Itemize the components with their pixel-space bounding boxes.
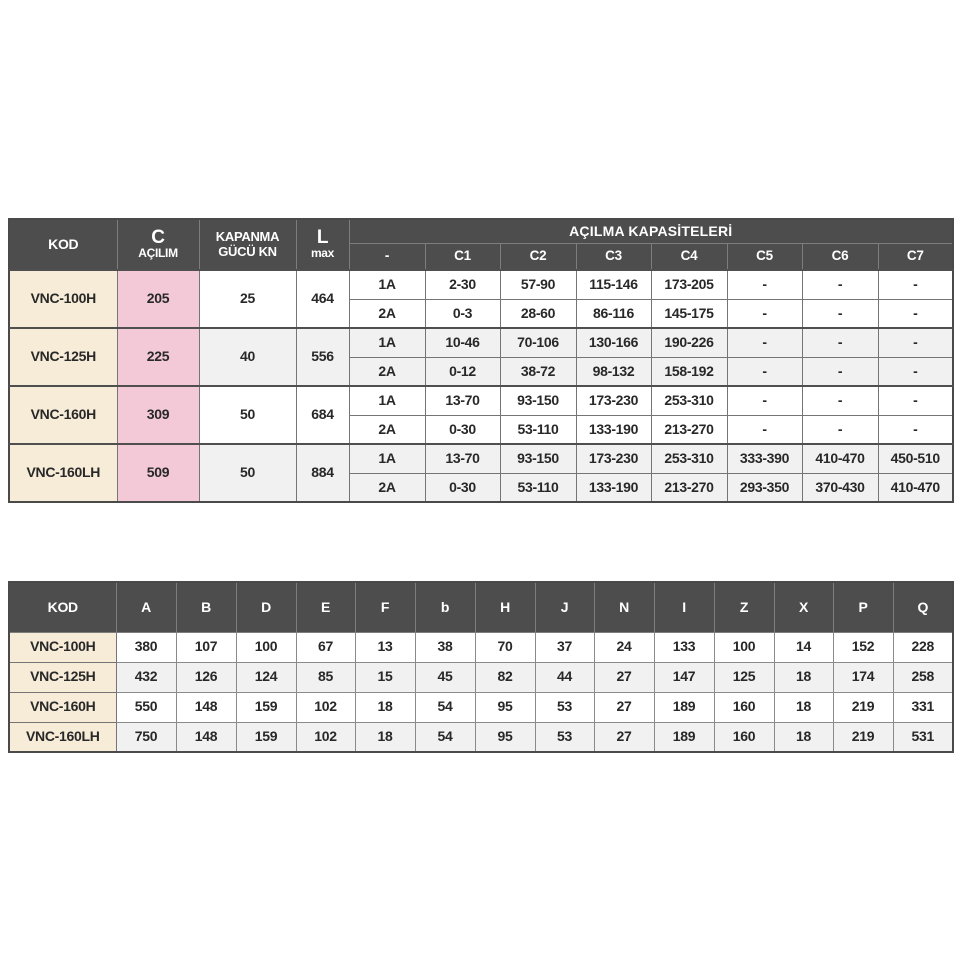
dimension-value-cell: 160	[714, 722, 774, 752]
capacity-value-cell: 53-110	[500, 415, 576, 444]
model-code-cell: VNC-100H	[9, 270, 117, 328]
capacity-value-cell: 0-30	[425, 473, 500, 502]
closing-force-value-cell: 50	[199, 386, 296, 444]
dimension-value-cell: 125	[714, 662, 774, 692]
capacity-row-vnc-160h-1a	[9, 386, 953, 415]
capacity-value-cell: 410-470	[802, 444, 878, 473]
capacity-value-cell: -	[727, 270, 802, 299]
dimension-value-cell: 380	[116, 632, 176, 662]
dimension-value-cell: 531	[893, 722, 953, 752]
dimension-value-cell: 189	[654, 722, 714, 752]
capacity-value-cell: -	[878, 415, 953, 444]
capacity-value-cell: -	[802, 328, 878, 357]
dimension-column-header-p: P	[833, 582, 893, 632]
dimension-value-cell: 70	[475, 632, 535, 662]
dimension-column-header-j: J	[535, 582, 594, 632]
model-code-cell: VNC-100H	[9, 632, 116, 662]
capacity-row-vnc-125h-1a	[9, 328, 953, 357]
dimension-value-cell: 258	[893, 662, 953, 692]
dimension-value-cell: 126	[176, 662, 236, 692]
row-type-cell: 1A	[349, 444, 425, 473]
capacity-value-cell: -	[727, 357, 802, 386]
capacity-value-cell: 173-230	[576, 444, 651, 473]
capacity-column-header-c6: C6	[802, 244, 878, 271]
l-max-value-cell: 684	[296, 386, 349, 444]
dimension-value-cell: 148	[176, 722, 236, 752]
capacity-value-cell: -	[878, 357, 953, 386]
capacity-value-cell: 0-3	[425, 299, 500, 328]
capacity-value-cell: 38-72	[500, 357, 576, 386]
capacity-value-cell: 57-90	[500, 270, 576, 299]
capacity-value-cell: 173-230	[576, 386, 651, 415]
dimension-value-cell: 24	[594, 632, 654, 662]
dimension-value-cell: 148	[176, 692, 236, 722]
capacity-value-cell: 213-270	[651, 473, 727, 502]
kod-column-header: KOD	[9, 582, 116, 632]
dimension-value-cell: 189	[654, 692, 714, 722]
dimension-value-cell: 102	[296, 692, 355, 722]
dimension-value-cell: 38	[415, 632, 475, 662]
dimension-value-cell: 102	[296, 722, 355, 752]
capacity-column-header-c1: C1	[425, 244, 500, 271]
capacity-row-vnc-100h-1a	[9, 270, 953, 299]
capacity-value-cell: 2-30	[425, 270, 500, 299]
row-type-cell: 1A	[349, 328, 425, 357]
capacity-value-cell: 115-146	[576, 270, 651, 299]
capacity-value-cell: 93-150	[500, 386, 576, 415]
capacity-value-cell: 13-70	[425, 444, 500, 473]
dimension-value-cell: 18	[355, 692, 415, 722]
row-type-cell: 2A	[349, 357, 425, 386]
capacity-value-cell: -	[878, 328, 953, 357]
capacity-value-cell: 145-175	[651, 299, 727, 328]
dimension-column-header-z: Z	[714, 582, 774, 632]
c-acilim-header-line2: AÇILIM	[138, 246, 178, 261]
kapanma-gucu-column-header	[199, 219, 296, 270]
capacity-column-header-c3: C3	[576, 244, 651, 271]
model-code-cell: VNC-160LH	[9, 444, 117, 502]
dimension-value-cell: 18	[355, 722, 415, 752]
capacity-value-cell: 70-106	[500, 328, 576, 357]
capacity-column-header-c5: C5	[727, 244, 802, 271]
capacity-value-cell: -	[802, 299, 878, 328]
closing-force-value-cell: 40	[199, 328, 296, 386]
model-code-cell: VNC-125H	[9, 662, 116, 692]
dimension-value-cell: 152	[833, 632, 893, 662]
capacity-value-cell: 333-390	[727, 444, 802, 473]
dimension-column-header-e: E	[296, 582, 355, 632]
kapanma-header-line2: GÜCÜ KN	[218, 243, 277, 259]
dimension-value-cell: 124	[236, 662, 296, 692]
dimension-value-cell: 44	[535, 662, 594, 692]
capacity-value-cell: 213-270	[651, 415, 727, 444]
dimension-value-cell: 107	[176, 632, 236, 662]
model-code-cell: VNC-160H	[9, 692, 116, 722]
dimension-value-cell: 15	[355, 662, 415, 692]
dimension-value-cell: 147	[654, 662, 714, 692]
c-acilim-value-cell: 309	[117, 386, 199, 444]
dimension-column-header-i: I	[654, 582, 714, 632]
dimension-column-header-b: b	[415, 582, 475, 632]
l-max-value-cell: 556	[296, 328, 349, 386]
capacity-value-cell: -	[802, 357, 878, 386]
capacity-value-cell: 0-30	[425, 415, 500, 444]
dimension-column-header-d: D	[236, 582, 296, 632]
closing-force-value-cell: 25	[199, 270, 296, 328]
dimension-value-cell: 160	[714, 692, 774, 722]
kapanma-header-line1: KAPANMA	[215, 228, 280, 244]
dimension-value-cell: 174	[833, 662, 893, 692]
dimension-value-cell: 27	[594, 662, 654, 692]
kod-column-header: KOD	[9, 219, 117, 270]
dimension-value-cell: 53	[535, 692, 594, 722]
row-type-cell: 2A	[349, 415, 425, 444]
capacity-value-cell: -	[878, 386, 953, 415]
capacity-column-header-c7: C7	[878, 244, 953, 271]
dimension-value-cell: 219	[833, 722, 893, 752]
capacity-column-header-c4: C4	[651, 244, 727, 271]
capacity-value-cell: -	[878, 299, 953, 328]
dimension-value-cell: 159	[236, 722, 296, 752]
capacity-value-cell: 253-310	[651, 444, 727, 473]
capacity-value-cell: -	[727, 328, 802, 357]
capacity-value-cell: 173-205	[651, 270, 727, 299]
dimension-row-vnc-160lh	[9, 722, 953, 752]
dimension-value-cell: 54	[415, 722, 475, 752]
capacity-value-cell: 10-46	[425, 328, 500, 357]
capacity-value-cell: 410-470	[878, 473, 953, 502]
dimension-column-header-a: A	[116, 582, 176, 632]
capacity-value-cell: 158-192	[651, 357, 727, 386]
dimension-value-cell: 27	[594, 722, 654, 752]
dimension-column-header-x: X	[774, 582, 833, 632]
row-type-cell: 2A	[349, 473, 425, 502]
closing-force-value-cell: 50	[199, 444, 296, 502]
capacity-value-cell: -	[802, 415, 878, 444]
dimension-value-cell: 432	[116, 662, 176, 692]
l-max-value-cell: 464	[296, 270, 349, 328]
c-acilim-value-cell: 509	[117, 444, 199, 502]
dimension-value-cell: 18	[774, 692, 833, 722]
dimension-value-cell: 13	[355, 632, 415, 662]
dimension-row-vnc-100h	[9, 632, 953, 662]
row-type-column-header: -	[349, 244, 425, 271]
dimension-row-vnc-160h	[9, 692, 953, 722]
capacity-column-header-c2: C2	[500, 244, 576, 271]
capacity-value-cell: 53-110	[500, 473, 576, 502]
row-type-cell: 2A	[349, 299, 425, 328]
dimension-value-cell: 14	[774, 632, 833, 662]
capacity-value-cell: 133-190	[576, 415, 651, 444]
capacity-value-cell: 450-510	[878, 444, 953, 473]
capacity-value-cell: -	[727, 386, 802, 415]
capacity-value-cell: 370-430	[802, 473, 878, 502]
c-acilim-header-line1: C	[151, 227, 165, 249]
dimension-column-header-h: H	[475, 582, 535, 632]
capacity-value-cell: 0-12	[425, 357, 500, 386]
capacity-value-cell: 93-150	[500, 444, 576, 473]
dimension-value-cell: 219	[833, 692, 893, 722]
c-acilim-column-header	[117, 219, 199, 270]
l-max-value-cell: 884	[296, 444, 349, 502]
l-max-column-header	[296, 219, 349, 270]
dimension-value-cell: 331	[893, 692, 953, 722]
dimension-value-cell: 159	[236, 692, 296, 722]
dimension-value-cell: 95	[475, 692, 535, 722]
dimension-value-cell: 67	[296, 632, 355, 662]
model-code-cell: VNC-160H	[9, 386, 117, 444]
dimension-value-cell: 228	[893, 632, 953, 662]
dimension-value-cell: 100	[714, 632, 774, 662]
dimensions-header-row	[9, 582, 953, 632]
dimension-column-header-f: F	[355, 582, 415, 632]
capacity-value-cell: -	[727, 299, 802, 328]
l-max-header-line1: L	[316, 227, 329, 249]
dimension-value-cell: 45	[415, 662, 475, 692]
dimension-value-cell: 27	[594, 692, 654, 722]
capacity-row-vnc-160lh-1a	[9, 444, 953, 473]
dimension-column-header-n: N	[594, 582, 654, 632]
c-acilim-value-cell: 205	[117, 270, 199, 328]
capacity-value-cell: 28-60	[500, 299, 576, 328]
dimension-row-vnc-125h	[9, 662, 953, 692]
capacity-value-cell: 13-70	[425, 386, 500, 415]
capacity-value-cell: 133-190	[576, 473, 651, 502]
capacity-value-cell: 130-166	[576, 328, 651, 357]
dimension-value-cell: 95	[475, 722, 535, 752]
capacity-value-cell: -	[727, 415, 802, 444]
dimension-value-cell: 85	[296, 662, 355, 692]
dimension-value-cell: 54	[415, 692, 475, 722]
capacity-value-cell: 253-310	[651, 386, 727, 415]
capacity-value-cell: 98-132	[576, 357, 651, 386]
capacity-value-cell: -	[878, 270, 953, 299]
dimension-value-cell: 18	[774, 722, 833, 752]
capacity-value-cell: -	[802, 386, 878, 415]
dimensions-table	[8, 581, 954, 753]
capacity-value-cell: -	[802, 270, 878, 299]
c-acilim-value-cell: 225	[117, 328, 199, 386]
dimension-value-cell: 37	[535, 632, 594, 662]
model-code-cell: VNC-125H	[9, 328, 117, 386]
dimension-value-cell: 53	[535, 722, 594, 752]
dimension-value-cell: 550	[116, 692, 176, 722]
dimension-value-cell: 100	[236, 632, 296, 662]
dimension-value-cell: 18	[774, 662, 833, 692]
capacity-value-cell: 190-226	[651, 328, 727, 357]
dimension-value-cell: 750	[116, 722, 176, 752]
row-type-cell: 1A	[349, 386, 425, 415]
capacity-value-cell: 293-350	[727, 473, 802, 502]
dimension-column-header-q: Q	[893, 582, 953, 632]
capacity-value-cell: 86-116	[576, 299, 651, 328]
acilma-kapasiteleri-band-header: AÇILMA KAPASİTELERİ	[349, 219, 953, 244]
dimension-value-cell: 82	[475, 662, 535, 692]
model-code-cell: VNC-160LH	[9, 722, 116, 752]
dimension-column-header-b: B	[176, 582, 236, 632]
l-max-header-line2: max	[310, 246, 335, 261]
opening-capacities-table	[8, 218, 954, 503]
dimension-value-cell: 133	[654, 632, 714, 662]
row-type-cell: 1A	[349, 270, 425, 299]
